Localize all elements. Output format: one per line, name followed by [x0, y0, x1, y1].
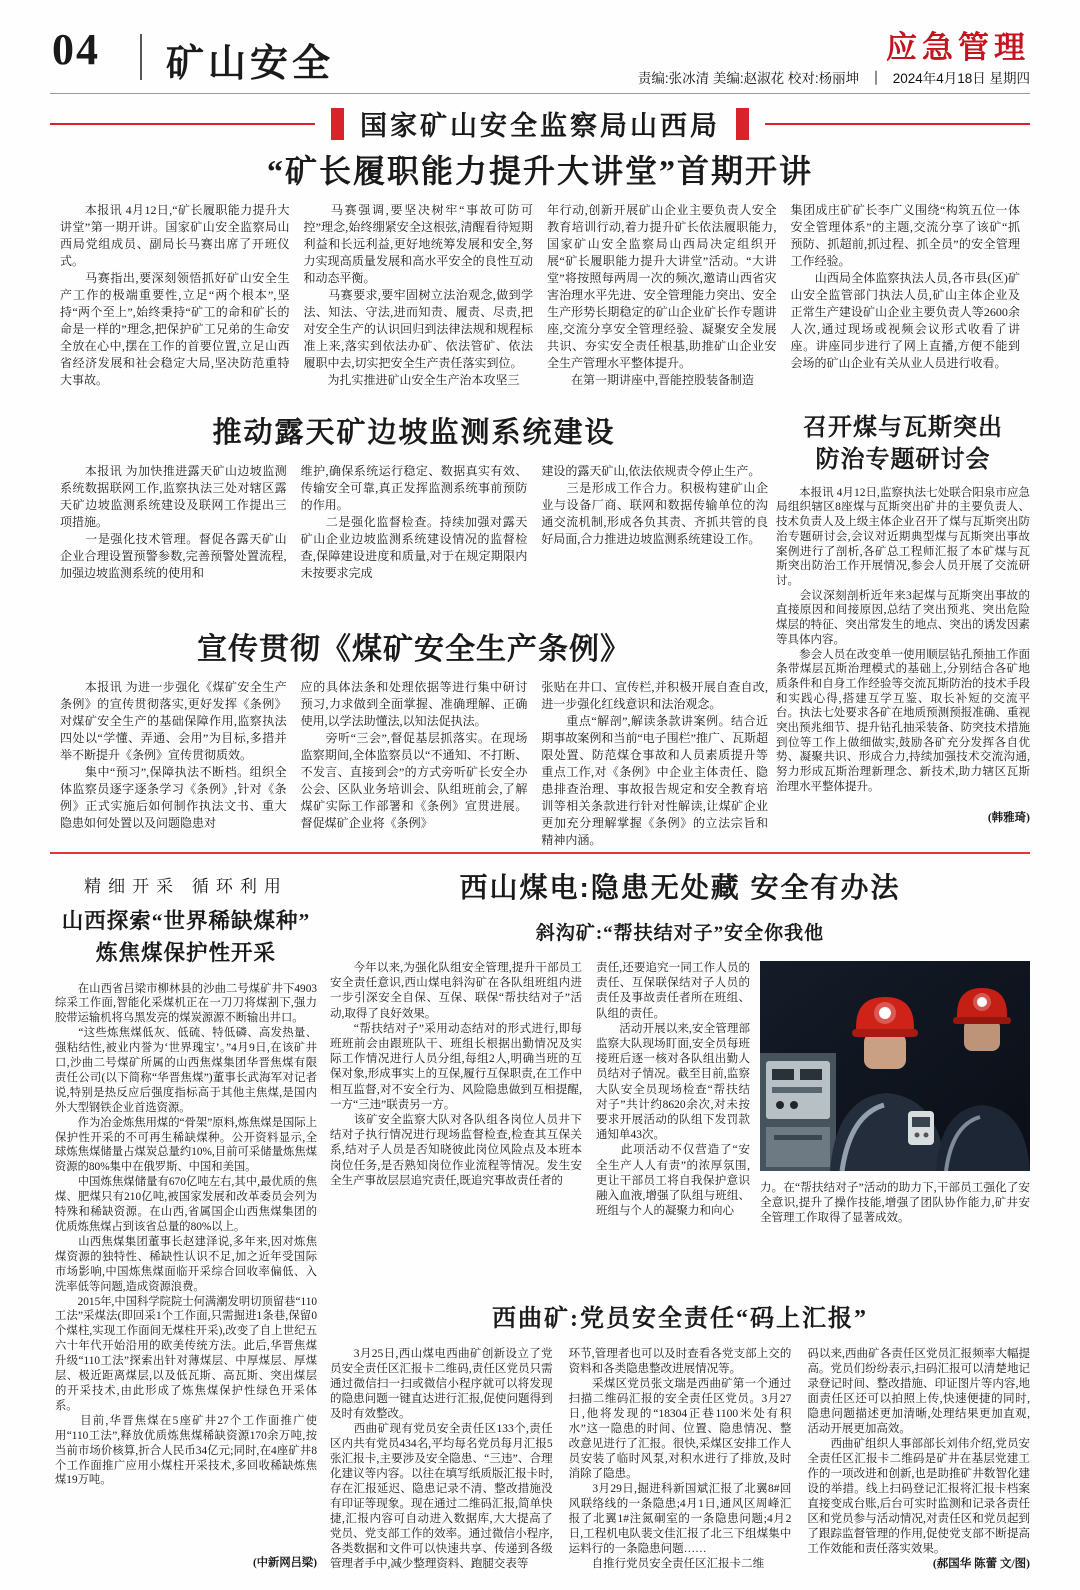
article7 — [330, 1298, 1030, 1590]
article7-col3 — [807, 1347, 1030, 1590]
credits-line — [638, 67, 1030, 87]
issue-date: 2024年4月18日 星期四 — [892, 71, 1030, 86]
article6-col3: 力。在“帮扶结对子”活动的助力下,干部员工强化了安全意识,提升了操作技能,增强了团队协作能力,矿井安全管理工作取得了显著成效。 — [760, 1182, 1030, 1225]
section-title: 矿山安全 — [166, 43, 335, 85]
banner-line-right — [765, 123, 1030, 125]
article4 — [60, 624, 768, 849]
article7-col2: 环节,管理者也可以及时查看各党支部上交的资料和各类隐患整改进展情况等。 采煤区党员张文瑞是西曲矿第一个通过扫描二维码汇报的安全责任区党员。3月27日,他将发现的“18304正巷1100米处有积水”这一隐患的时间、位置、隐患情况、整改意见进行了汇报。很快,采煤区安排工作人员安装了临时风泵,对积水进行了排放,及时消除了隐患。 3月29日,掘进科新国斌汇报了北翼8#回风联络线的一条隐患;4月1日,通风区周峰汇报了北翼1#注氮硐室的一条隐患问题;4月2日,工程机电队裴文佳汇报了北三下组煤集中运料行的一条隐患问题…… 自推行党员安全责任区汇报卡二维 — [568, 1348, 792, 1570]
article4-headline: 宣传贯彻《煤矿安全生产条例》 — [197, 633, 631, 666]
credits-separator: ｜ — [869, 71, 883, 86]
article1-col1: 本报讯 4月12日,“矿长履职能力提升大讲堂”第一期开讲。国家矿山安全监察局山西局党组成员、副局长马赛出席了开班仪式。 马赛指出,要深刻领悟抓好矿山安全生产工作的极端重要性,立足“两个根本”,坚持“两个至上”,始终秉持“矿工的命和矿长的命是一样的”理念,把保护矿工兄弟的生命安全放在心中,摆在工作的首要位置,立足山西省经济发展和社会稳定大局,坚决防范重特大事故。 — [60, 203, 290, 387]
article4-body — [60, 679, 768, 849]
article3-headline-line2: 防治专题研讨会 — [815, 447, 991, 474]
article7-body — [330, 1347, 1030, 1590]
article3-body: 本报讯 4月12日,监察执法七处联合阳泉市应急局组织辖区8座煤与瓦斯突出矿井的主要负责人、技术负责人及上级主体企业召开了煤与瓦斯突出防治专题研讨会,会议对近期典型煤与瓦斯突出事故案例进行了剖析,各矿总工程师汇报了本矿煤与瓦斯突出防治工作开展情况,参会人员开展了交流研讨。 会议深刻剖析近年来3起煤与瓦斯突出事故的直接原因和间接原因,总结了突出预兆、突出危险煤层的特征、突出常发生的地点、突出的诱发因素等具体内容。 参会人员在改变单一使用顺层钻孔预抽工作面条带煤层瓦斯治理模式的基础上,分别结合各矿地质条件和自身工作经验等交流瓦斯防治的技术手段和实践心得,搭建互学互鉴、取长补短的交流平台。执法七处要求各矿在地质预测预报准确、重视突出预兆细节、提升钻孔抽采装备、防突技术措施到位等工作上做细做实,鼓励各矿充分发挥各自优势、凝聚共识、形成合力,持续加强技术交流沟通,努力形成瓦斯治理新理念、新技术,助力辖区瓦斯治理水平整体提升。 — [776, 486, 1030, 793]
article6-col1: 今年以来,为强化队组安全管理,提升干部员工安全责任意识,西山煤电斜沟矿在各队组班组内进一步引深安全自保、互保、联保“帮扶结对子”活动,取得了良好效果。 “帮扶结对子”采用动态结对的形式进行,即每班班前会由跟班队干、班组长根据出勤情况及实际工作情况进行人员分组,每组2人,明确当班的互保对象,形成事实上的互保,履行互保职责,在工作中相互监督,对不安全行为、风险隐患做到互相提醒,一方“三违”联责另一方。 该矿安全监察大队对各队组各岗位人员井下结对子执行情况进行现场监督检查,检查其互保关系,结对子人员是否知晓彼此岗位风险点及本班本岗位任务,是否熟知岗位作业流程等情况。发生安全生产事故层层追究责任,既追究事故责任者的 — [330, 962, 582, 1187]
article7-col1: 3月25日,西山煤电西曲矿创新设立了党员安全责任区汇报卡二维码,责任区党员只需通过微信扫一扫或微信小程序就可以将发现的隐患问题一键直达进行汇报,促使问题得到及时有效整改。 西曲矿现有党员安全责任区133个,责任区内共有党员434名,平均每名党员每月汇报5张汇报卡,主要涉及安全隐患、“三违”、合理化建议等内容。以往在填写纸质版汇报卡时,存在汇报延迟、隐患记录不清、整改措施没有印证等现象。现在通过二维码汇报,简单快捷,汇报内容可自动进入数据库,大大提高了党员、党支部工作的效率。通过微信小程序,各类数据和文件可以快速共享、传递到各级管理者手中,减少整理资料、跑腿交表等 — [330, 1348, 553, 1570]
article4-col2: 应的具体法条和处理依据等进行集中研讨预习,力求做到全面掌握、准确理解、正确使用,以学法助懂法,以知法促执法。 旁听“三会”,督促基层抓落实。在现场监察期间,全体监察员以“不通知、不打断、不发言、直接到会”的方式旁听矿长安全办公会、区队业务培训会、队组班前会,了解煤矿实际工作部署和《条例》宣贯进展。督促煤矿企业将《条例》 — [300, 680, 528, 830]
article5 — [55, 872, 317, 1570]
banner-red-bar-right — [736, 108, 749, 140]
article4-col1: 本报讯 为进一步强化《煤矿安全生产条例》的宣传贯彻落实,更好发挥《条例》对煤矿安全生产的基础保障作用,监察执法四处以“学懂、弄通、会用”为目标,多措并举不断提升《条例》宣传贯彻质效。 集中“预习”,保障执法不断档。组织全体监察员逐字逐条学习《条例》,针对《条例》正式实施后如何制作执法文书、重大隐患如何处置以及问题隐患对 — [60, 680, 287, 830]
section-separator-rule — [50, 852, 1030, 854]
article1-col3: 年行动,创新开展矿山企业主要负责人安全教育培训行动,着力提升矿长依法履职能力,国家矿山安全监察局山西局决定组织开展“矿长履职能力提升大讲堂”活动。“大讲堂”将按照每两周一次的频次,邀请山西省灾害治理水平先进、安全管理能力突出、安全生产形势长期稳定的矿山企业矿长作专题讲座,交流分享安全管理经验、凝聚安全发展共识、夯实安全责任根基,助推矿山企业安全生产管理水平整体提升。 在第一期讲座中,晋能控股装备制造 — [547, 203, 777, 387]
header-divider — [140, 34, 142, 80]
banner-red-bar-left — [331, 108, 344, 140]
article2-col3: 建设的露天矿山,依法依规责令停止生产。 三是形成工作合力。积极构建矿山企业与设备厂商、联网和数据传输单位的沟通交流机制,形成各负其责、齐抓共管的良好局面,合力推进边坡监测系统建设工作。 — [541, 464, 769, 546]
article1-col4: 集团成庄矿矿长李广义围绕“构筑五位一体安全管理体系”的主题,交流分享了该矿“抓预防、抓超前,抓过程、抓全员”的安全管理工作经验。 山西局全体监察执法人员,各市县(区)矿山安全监管部门执法人员,矿山主体企业及正常生产建设矿山企业主要负责人等2600余人次,通过现场或视频会议形式收看了讲座。讲座同步进行了网上直播,方便不能到会场的矿山企业有关从业人员进行收看。 — [790, 203, 1020, 370]
article6-headline: 西山煤电:隐患无处藏 安全有办法 — [459, 872, 901, 903]
credits-names: 责编:张冰清 美编:赵淑花 校对:杨丽坤 — [637, 71, 860, 86]
article6-col2: 责任,还要追究一同工作人员的责任、互保联保结对子人员的责任及事故责任者所在班组、队组的责任。 活动开展以来,安全管理部监察大队现场盯面,安全员每班接班后逐一核对各队组出勤人员结对子情况。截至目前,监察大队安全员现场检查“帮扶结对子”共计约8620余次,对未按要求开展活动的队组下发罚款通知单43次。 此项活动不仅营造了“安全生产人人有责”的浓厚氛围,更让干部员工将自我保护意识融入血液,增强了队组与班组、班组与个人的凝聚力和向心 — [596, 962, 750, 1218]
miners-photo — [760, 961, 1030, 1171]
article6 — [330, 866, 1030, 1317]
article3-headline — [776, 412, 1030, 477]
bureau-banner — [50, 104, 1030, 143]
article6-subhead: 斜沟矿:“帮扶结对子”安全你我他 — [535, 923, 825, 944]
page-number: 04 — [52, 25, 100, 74]
miners-photo-graphic — [760, 961, 1030, 1171]
article1-headline: “矿长履职能力提升大讲堂”首期开讲 — [266, 153, 813, 189]
article1-body — [60, 202, 1020, 388]
article5-kicker: 精细开采 循环利用 — [84, 877, 288, 896]
article5-byline: (中新网吕梁) — [252, 1556, 317, 1569]
article7-col3-text: 码以来,西曲矿各责任区党员汇报频率大幅提高。党员们纷纷表示,扫码汇报可以清楚地记录登记时间、整改措施、印证图片等内容,地面责任区还可以拍照上传,快速便捷的同时,隐患问题描述更加清晰,处理结果更加直观,活动开展更加高效。 西曲矿组织人事部部长刘伟介绍,党员安全责任区汇报卡二维码是矿井在基层党建工作的一项改进和创新,也是助推矿井数智化建设的举措。线上扫码登记汇报将汇报卡档案直接变成台账,后台可实时监测和记录各责任区和党员参与活动情况,对责任区和党员起到了跟踪监督管理的作用,促使党支部不断提高工作效能和责任落实效果。 — [807, 1348, 1031, 1555]
banner-line-left — [50, 123, 315, 125]
article2-col2: 维护,确保系统运行稳定、数据真实有效、传输安全可靠,真正发挥监测系统事前预防的作用。 二是强化监督检查。持续加强对露天矿山企业边坡监测系统建设情况的监督检查,保障建设进度和质量,对于在规定期限内未按要求完成 — [300, 464, 528, 580]
article3-byline: (韩雅琦) — [987, 811, 1030, 824]
article7-byline: (郝国华 陈蕾 文/图) — [932, 1558, 1031, 1570]
article3 — [776, 412, 1030, 825]
article2-headline: 推动露天矿边坡监测系统建设 — [212, 417, 616, 449]
article4-col3: 张贴在井口、宣传栏,并积极开展自查自改,进一步强化红线意识和法治观念。 重点“解剖”,解读条款讲案例。结合近期事故案例和当前“电子围栏”推广、瓦斯超限处置、防范煤仓事故和人员素质提升等重点工作,对《条例》中企业主体责任、隐患排查治理、事故报告规定和安全教育培训等相关条款进行针对性解读,让煤矿企业更加充分理解掌握《条例》的立法宗旨和精神内涵。 — [541, 680, 769, 847]
banner-title: 国家矿山安全监察局山西局 — [360, 111, 720, 141]
masthead: 应急管理 — [886, 30, 1030, 65]
article2-body — [60, 463, 768, 625]
article5-headline-line2: 炼焦煤保护性开采 — [95, 941, 276, 966]
article1-col2: 马赛强调,要坚决树牢“事故可防可控”理念,始终绷紧安全这根弦,清醒看待短期利益和长远利益,更好地统筹发展和安全,努力实现高质量发展和高水平安全的良性互动和动态平衡。 马赛要求,要牢固树立法治观念,做到学法、知法、守法,进而知责、履责、尽责,把对安全生产的认识回归到法律法规和规程标准上来,落实到依法办矿、依法管矿、依法履职中去,切实把安全生产责任落实到位。 为扎实推进矿山安全生产治本攻坚三 — [303, 203, 533, 387]
article7-headline: 西曲矿:党员安全责任“码上汇报” — [492, 1306, 868, 1332]
article3-headline-line1: 召开煤与瓦斯突出 — [803, 415, 1003, 441]
article5-headline — [55, 905, 317, 970]
article5-headline-line1: 山西探索“世界稀缺煤种” — [61, 909, 311, 933]
article2-col1: 本报讯 为加快推进露天矿山边坡监测系统数据联网工作,监察执法三处对辖区露天矿边坡监测系统建设及联网工作提出三项措施。 一是强化技术管理。督促各露天矿山企业合理设置预警参数,完善预警处置流程,加强边坡监测系统的使用和 — [60, 464, 287, 580]
header-rule — [50, 93, 1030, 94]
article2 — [60, 410, 768, 625]
article5-body: 在山西省吕梁市柳林县的沙曲二号煤矿井下4903综采工作面,智能化采煤机正在一刀刀将煤割下,强力胶带运输机将乌黑发亮的煤炭源源不断输出井口。 “这些炼焦煤低灰、低硫、特低磷、高发热量、强粘结性,被业内誉为‘世界瑰宝’。”4月9日,在该矿井口,沙曲二号煤矿所属的山西焦煤集团华晋焦煤有限责任公司(以下简称“华晋焦煤”)董事长武海军对记者说,特别是热反应后强度指标高于其他主焦煤,是国内外大型钢铁企业首选资源。 作为冶金炼焦用煤的“骨架”原料,炼焦煤是国际上保护性开采的不可再生稀缺煤种。公开资料显示,全球炼焦煤储量占煤炭总量约10%,目前可采储量炼焦煤资源的80%集中在俄罗斯、中国和美国。 中国炼焦煤储量有670亿吨左右,其中,最优质的焦煤、肥煤只有210亿吨,被国家发展和改革委员会列为特殊和稀缺资源。在山西,省属国企山西焦煤集团的优质炼焦煤占到该省总量的80%以上。 山西焦煤集团董事长赵建泽说,多年来,因对炼焦煤资源的独特性、稀缺性认识不足,加之近年受国际市场影响,中国炼焦煤面临开采综合回收率偏低、入洗率低等问题,造成资源浪费。 2015年,中国科学院院士何满潮发明切顶留巷“110工法”采煤法(即回采1个工作面,只需掘进1条巷,保留0个煤柱,实现工作面间无煤柱开采),改变了自上世纪五六十年代开始沿用的欧美传统方法。此后,华晋焦煤升级“110工法”探索出针对薄煤层、中厚煤层、厚煤层、极近距离煤层,以及低瓦斯、高瓦斯、突出煤层的开采技术,由此形成了炼焦煤保护性绿色开采体系。 目前,华晋焦煤在5座矿井27个工作面推广使用“110工法”,释放优质炼焦煤稀缺资源170余万吨,按当前市场价核算,折合人民币34亿元;同时,在4座矿井8个工作面推广应用小煤柱开采技术,多回收稀缺炼焦煤19万吨。 — [55, 982, 317, 1487]
article6-body — [330, 961, 1030, 1317]
